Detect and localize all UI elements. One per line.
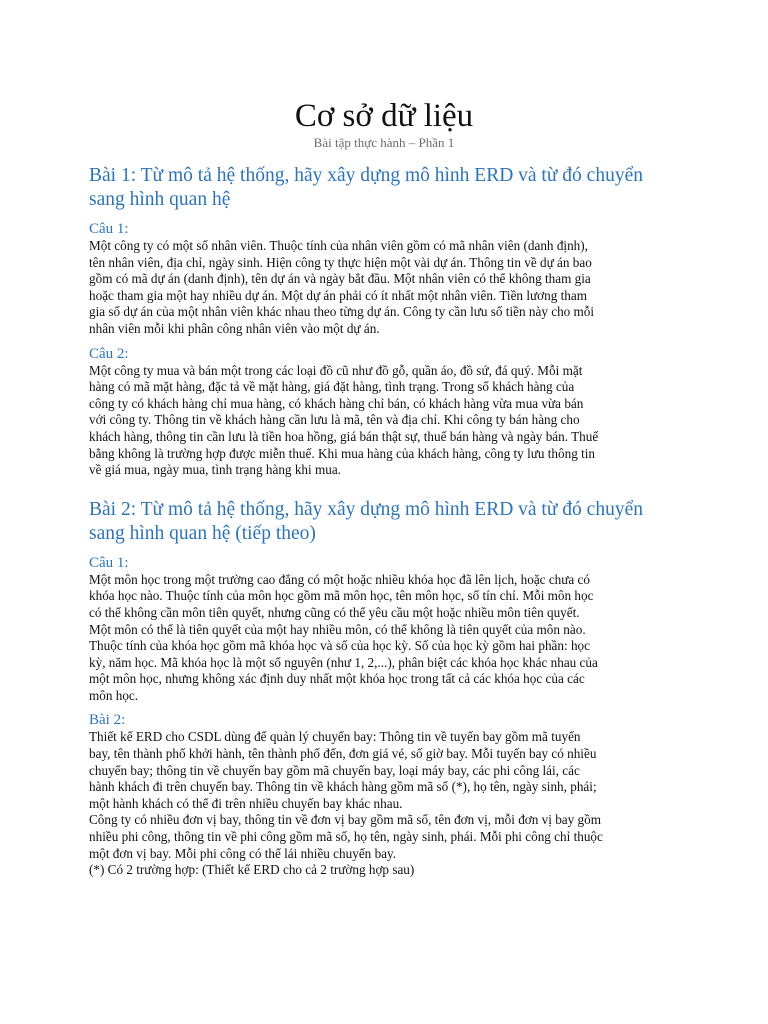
paragraph-line: nhân viên mỗi khi phân công nhân viên vào một dự án. bbox=[89, 320, 380, 336]
paragraph-line: nhiều phi công, thông tin về phi công gồm mã số, họ tên, ngày sinh, phái. Mỗi phi công chỉ thuộc bbox=[89, 829, 603, 845]
section-spacer bbox=[89, 486, 689, 498]
question-label: Bài 2: bbox=[89, 712, 126, 729]
paragraph-line: kỳ, năm học. Mã khóa học là một số nguyên (như 1, 2,...), phân biệt các khóa học khác nhau của bbox=[89, 654, 598, 670]
paragraph-line: môn học. bbox=[89, 687, 139, 703]
paragraph-line: hành khách đi trên chuyến bay. Thông tin về khách hàng gồm mã số (*), họ tên, ngày sinh, phái; bbox=[89, 779, 597, 795]
paragraph-line: chuyến bay; thông tin về chuyến bay gồm mã chuyến bay, loại máy bay, các phi công lái, các bbox=[89, 762, 580, 778]
paragraph-line: Một công ty mua và bán một trong các loại đồ cũ như đồ gỗ, quần áo, đồ sứ, đá quý. Mỗi mặt bbox=[89, 362, 583, 378]
paragraph-line: gồm có mã dự án (danh định), tên dự án và ngày bắt đầu. Một nhân viên có thể không tham gia bbox=[89, 271, 591, 287]
paragraph-line: Một công ty có một số nhân viên. Thuộc tính của nhân viên gồm có mã nhân viên (danh định), bbox=[89, 238, 588, 253]
paragraph-line: tên nhân viên, địa chỉ, ngày sinh. Hiện công ty thực hiện một vài dự án. Thông tin về dự án bao bbox=[89, 254, 592, 270]
document-body bbox=[89, 164, 689, 886]
paragraph-line: khóa học nào. Thuộc tính của môn học gồm mã môn học, tên môn học, số tín chỉ. Mỗi môn học bbox=[89, 588, 594, 604]
paragraph-line: (*) Có 2 trường hợp: (Thiết kế ERD cho cả 2 trường hợp sau) bbox=[89, 862, 415, 878]
paragraph-line: khách hàng, thông tin cần lưu là tiền hoa hồng, giá bán thật sự, thuế bán hàng và ngày bán. Thuế bbox=[89, 428, 599, 444]
paragraph-line: có thể không cần môn tiên quyết, nhưng cũng có thể yêu cầu một hoặc nhiều môn tiên quyết. bbox=[89, 604, 580, 620]
section-bai-2 bbox=[89, 498, 689, 879]
question-paragraph bbox=[89, 363, 689, 479]
paragraph-line: hàng có mã mặt hàng, đặc tả về mặt hàng, giá đặt hàng, tình trạng. Trong số khách hàng của bbox=[89, 379, 575, 395]
paragraph-line: Một môn có thể là tiên quyết của một hay nhiều môn, có thể không là tiên quyết của môn nào. bbox=[89, 621, 586, 637]
question-paragraph bbox=[89, 572, 689, 705]
section-heading-line: sang hình quan hệ (tiếp theo) bbox=[89, 522, 316, 544]
paragraph-line: Thuộc tính của khóa học gồm mã khóa học và số của học kỳ. Số của học kỳ gồm hai phần: học bbox=[89, 638, 590, 654]
document-title: Cơ sở dữ liệu bbox=[294, 98, 474, 134]
paragraph-line: Một môn học trong một trường cao đẳng có một hoặc nhiều khóa học đã lên lịch, hoặc chưa có bbox=[89, 571, 591, 587]
paragraph-line: với công ty. Thông tin về khách hàng cần lưu là mã, tên và địa chỉ. Khi công ty bán hàng cho bbox=[89, 412, 580, 428]
question-label: Câu 1: bbox=[89, 221, 129, 237]
paragraph-line: bay, tên thành phố khởi hành, tên thành phố đến, đơn giá vé, số giờ bay. Mỗi tuyến bay có nhiều bbox=[89, 746, 597, 762]
section-heading bbox=[89, 498, 689, 546]
paragraph-line: công ty có khách hàng chỉ mua hàng, có khách hàng chỉ bán, có khách hàng vừa mua vừa bán bbox=[89, 395, 584, 411]
section-heading bbox=[89, 164, 689, 212]
paragraph-line: Công ty có nhiều đơn vị bay, thông tin về đơn vị bay gồm mã số, tên đơn vị, mỗi đơn vị bay gồm bbox=[89, 812, 601, 828]
paragraph-line: gia số dự án của một nhân viên khác nhau theo từng dự án. Công ty cần lưu số tiền này cho mỗi bbox=[89, 304, 595, 320]
question-paragraph bbox=[89, 729, 689, 878]
paragraph-line: hoặc tham gia một hay nhiều dự án. Một dự án phải có ít nhất một nhân viên. Tiền lương tham bbox=[89, 287, 587, 303]
section-bai-1 bbox=[89, 164, 689, 479]
paragraph-line: một hành khách có thể đi trên nhiều chuyến bay khác nhau. bbox=[89, 795, 403, 811]
paragraph-line: bằng không là trường hợp được miễn thuế. Khi mua hàng của khách hàng, công ty lưu thông tin bbox=[89, 445, 596, 461]
paragraph-line: một môn học, nhưng không xác định duy nhất một khóa học trong tất cả các khóa học của các bbox=[89, 671, 585, 687]
section-heading-line: Bài 1: Từ mô tả hệ thống, hãy xây dựng mô hình ERD và từ đó chuyển bbox=[89, 165, 643, 186]
paragraph-line: Thiết kế ERD cho CSDL dùng để quản lý chuyến bay: Thông tin về tuyến bay gồm mã tuyến bbox=[89, 729, 581, 745]
section-heading-line: Bài 2: Từ mô tả hệ thống, hãy xây dựng mô hình ERD và từ đó chuyển bbox=[89, 498, 643, 520]
section-heading-line: sang hình quan hệ bbox=[89, 189, 231, 210]
question-label: Câu 2: bbox=[89, 345, 129, 362]
paragraph-line: về giá mua, ngày mua, tình trạng hàng khi mua. bbox=[89, 462, 341, 478]
question-label: Câu 1: bbox=[89, 554, 129, 571]
document-subtitle: Bài tập thực hành – Phần 1 bbox=[313, 135, 455, 150]
paragraph-line: một đơn vị bay. Mỗi phi công có thể lái nhiều chuyến bay. bbox=[89, 845, 397, 861]
question-paragraph bbox=[89, 238, 689, 338]
